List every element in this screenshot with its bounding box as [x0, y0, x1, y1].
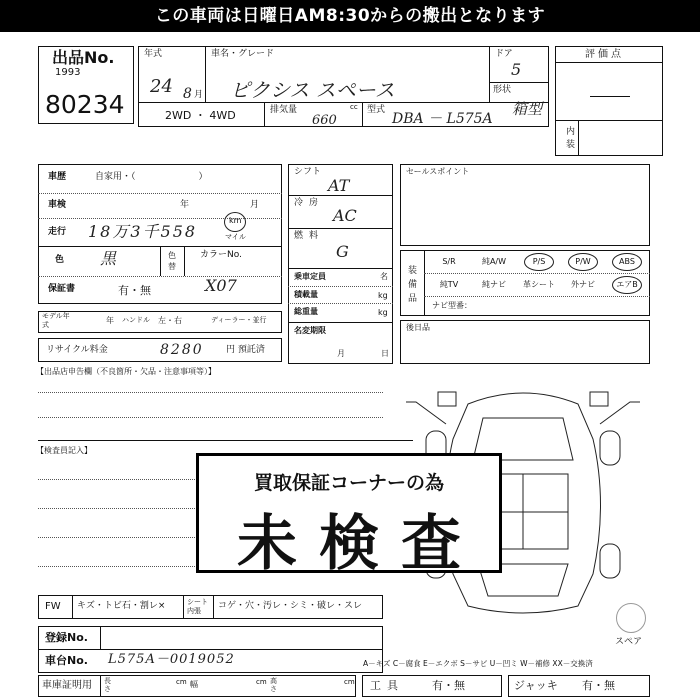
navi-model-label: ナビ型番：: [432, 301, 472, 310]
color-no-value: X07: [205, 276, 237, 295]
inspection-label: 車検: [48, 200, 67, 210]
equipment-item: P/S: [532, 257, 546, 266]
capacity-unit: 名: [380, 272, 388, 281]
displacement-label: 排気量: [270, 105, 298, 115]
owner-box: [400, 320, 650, 364]
mileage-unit-km: km: [229, 216, 242, 225]
lot-number-value: 80234: [45, 90, 125, 119]
equipment-item: エアB: [616, 280, 638, 289]
fuel-value: G: [336, 242, 349, 261]
equipment-circle: [612, 276, 642, 294]
weight-label: 総重量: [294, 307, 318, 316]
drive-label: 2WD ・ 4WD: [165, 109, 236, 122]
ac-value: AC: [333, 206, 357, 225]
registration-box: [38, 626, 383, 650]
jack-label: ジャッキ: [514, 679, 558, 692]
equipment-item: 外ナビ: [571, 280, 595, 289]
cert-height-label: 高さ: [270, 677, 277, 693]
owner-label: 後日品: [406, 323, 430, 332]
registration-label: 登録No.: [45, 631, 88, 644]
model-year-unit: 年: [106, 316, 114, 325]
lot-number-sub: 1993: [55, 67, 81, 78]
wheel-fr: [600, 431, 620, 465]
recycle-unit: 円 預託済: [226, 345, 265, 355]
unchecked-stamp: [196, 453, 502, 579]
cert-length-label: 長さ: [104, 677, 111, 693]
handle-value: 左・右: [158, 316, 182, 325]
model-value: DBA － L575A: [392, 111, 493, 127]
cert-height-unit: cm: [344, 678, 355, 686]
load-unit: kg: [378, 291, 388, 300]
shift-label: シフト: [294, 167, 322, 177]
color-no-label: カラーNo.: [200, 250, 242, 260]
wheel-rr: [600, 544, 620, 578]
fw-label: FW: [45, 601, 61, 612]
damage-legend: A－キズ C－腐食 E－エクボ S－サビ U－凹ミ W－補修 XX－交換済: [363, 659, 593, 668]
cert-width-label: 幅: [190, 680, 198, 689]
sales-point-box: [400, 164, 650, 246]
fuel-label: 燃料: [294, 231, 325, 241]
capacity-label: 乗車定員: [294, 272, 326, 281]
score-label: 評価点: [585, 49, 624, 60]
stamp-line-1: 買取保証コーナーの為: [253, 472, 444, 494]
name-grade-label: 車名・グレード: [211, 49, 275, 59]
dealer-label: ディーラー・並行: [211, 316, 267, 324]
change-day: 日: [381, 349, 389, 358]
handle-label: ハンドル: [122, 316, 150, 324]
color-sub: 色替: [168, 251, 176, 271]
equipment-circle: [612, 253, 642, 271]
tools-value: 有・無: [432, 679, 465, 692]
warranty-value: 有・無: [118, 284, 151, 297]
equipment-item: 純TV: [439, 280, 459, 289]
stamp-line-2: 未検査: [237, 509, 483, 579]
recycle-value: 8280: [160, 342, 204, 358]
warranty-label: 保証書: [48, 284, 76, 294]
door-label: ドア: [495, 49, 513, 59]
color-value: 黒: [100, 249, 117, 268]
displacement-value: 660: [312, 113, 337, 128]
seat-text: コゲ・穴・汚レ・シミ・破レ・スレ: [218, 601, 363, 611]
tools-label: 工具: [370, 679, 404, 692]
color-label: 色: [55, 255, 65, 265]
model-year-label: モデル年式: [42, 312, 70, 329]
change-label: 名変期限: [294, 326, 326, 335]
fw-text: キズ・トビ石・割レ×: [77, 601, 166, 611]
mileage-label: 走行: [48, 227, 67, 237]
equipment-item: 革シート: [523, 280, 555, 289]
inspector-label: 【検査員記入】: [36, 446, 92, 455]
sales-point-label: セールスポイント: [406, 167, 470, 176]
equipment-circle: [568, 253, 598, 271]
equipment-item: ABS: [619, 257, 635, 266]
interior-label: 内装: [566, 127, 576, 150]
seat-label: シート内張: [187, 598, 208, 615]
ac-label: 冷房: [294, 198, 325, 208]
equipment-item: 純A/W: [481, 257, 507, 266]
change-month: 月: [337, 349, 345, 358]
inspection-month: 月: [250, 200, 260, 210]
cert-length-unit: cm: [176, 678, 187, 686]
door-value: 5: [511, 60, 522, 79]
equipment-item: 純ナビ: [482, 280, 506, 289]
equipment-item: P/W: [575, 257, 591, 266]
lot-number-label: 出品No.: [52, 48, 115, 67]
notice-banner: この車両は日曜日AM8:30からの搬出となります: [0, 0, 700, 32]
cert-width-unit: cm: [256, 678, 267, 686]
shape-label: 形状: [493, 85, 512, 95]
load-label: 積載量: [294, 290, 318, 299]
month-value: 8: [183, 86, 192, 102]
garage-cert-label: 車庫証明用: [42, 680, 92, 691]
jack-value: 有・無: [582, 679, 615, 692]
year-label: 年式: [144, 49, 163, 59]
recycle-label: リサイクル料金: [46, 345, 108, 355]
model-label: 型式: [367, 105, 386, 115]
mileage-value: 18万3千558: [88, 222, 198, 241]
inspection-year: 年: [180, 200, 190, 210]
spare-tire-icon: [616, 603, 646, 633]
shift-value: AT: [328, 176, 350, 195]
history-value: 自家用・（ ）: [95, 172, 208, 182]
chassis-label: 車台No.: [45, 654, 88, 667]
history-label: 車歴: [48, 172, 67, 182]
year-value: 24: [150, 76, 173, 97]
displacement-unit: cc: [350, 103, 358, 111]
mileage-unit-mile: マイル: [225, 233, 246, 241]
chassis-value: L575A－0019052: [108, 652, 235, 667]
equipment-circle: [524, 253, 554, 271]
spare-label: スペア: [615, 637, 643, 647]
month-unit: 月: [194, 90, 204, 100]
equipment-label: 装備品: [408, 266, 418, 304]
shape-value: 箱型: [512, 100, 543, 118]
equipment-item: S/R: [442, 257, 456, 266]
weight-unit: kg: [378, 308, 388, 317]
declaration-label: 【出品店申告欄（不良箇所・欠品・注意事項等）】: [36, 367, 216, 376]
name-grade-value: ピクシス スペース: [230, 78, 395, 102]
